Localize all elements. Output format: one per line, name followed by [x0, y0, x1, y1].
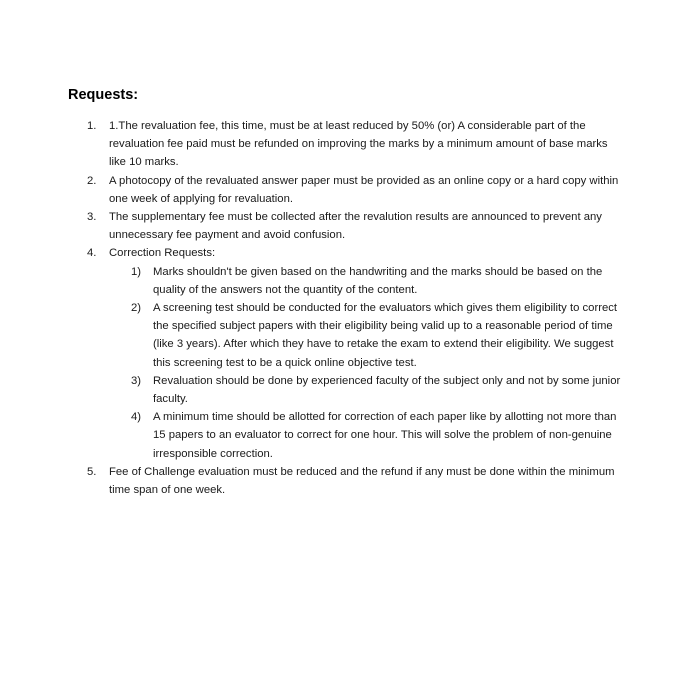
- sub-list-item: [0, 299, 624, 372]
- sub-item-text: A screening test should be conducted for the evaluators which gives them eligibility to correct the specified subject papers with their eligibility being valid up to a reasonable period of time (like 3 years). After which they have to retake the exam to extend their eligibility. We suggest this screening test to be a quick online objective test.: [153, 302, 618, 369]
- list-item: [0, 244, 624, 262]
- list-item: [0, 117, 624, 172]
- item-number: 4.: [87, 247, 97, 260]
- item-text: Correction Requests:: [109, 247, 216, 260]
- sub-item-number: 4): [131, 411, 142, 424]
- item-text: A photocopy of the revaluated answer paper must be provided as an online copy or a hard copy within one week of applying for revaluation.: [109, 174, 619, 205]
- sub-item-number: 1): [131, 265, 142, 278]
- item-text: The supplementary fee must be collected after the revalution results are announced to prevent any unnecessary fee payment and avoid confusion.: [109, 211, 602, 242]
- list-item: [0, 208, 624, 244]
- sub-item-text: Marks shouldn't be given based on the handwriting and the marks should be based on the quality of the answers not the quantity of the content.: [153, 265, 603, 296]
- requests-list: [0, 117, 686, 499]
- sub-item-number: 2): [131, 302, 142, 315]
- item-number: 1.: [87, 120, 97, 132]
- item-text: 1.The revaluation fee, this time, must be at least reduced by 50% (or) A considerable part of the revaluation fee paid must be refunded on improving the marks by a minimum amount of base marks like 10 marks.: [109, 120, 608, 169]
- sub-item-number: 3): [131, 374, 142, 387]
- list-item: [0, 172, 624, 208]
- sub-item-text: Revaluation should be done by experienced faculty of the subject only and not by some junior faculty.: [153, 374, 621, 406]
- sub-list-item: [0, 263, 624, 299]
- sub-list-item: [0, 372, 624, 408]
- item-text: Fee of Challenge evaluation must be reduced and the refund if any must be done within the minimum time span of one week.: [109, 465, 615, 497]
- section-heading: Requests:: [68, 87, 139, 103]
- sub-item-text: A minimum time should be allotted for correction of each paper like by allotting not more than 15 papers to an evaluator to correct for one hour. This will solve the problem of non-genuine irresponsible correction.: [153, 411, 617, 460]
- list-item: [0, 463, 624, 499]
- item-number: 5.: [87, 465, 97, 478]
- item-number: 2.: [87, 174, 97, 187]
- item-number: 3.: [87, 211, 97, 224]
- sub-list-item: [0, 408, 624, 463]
